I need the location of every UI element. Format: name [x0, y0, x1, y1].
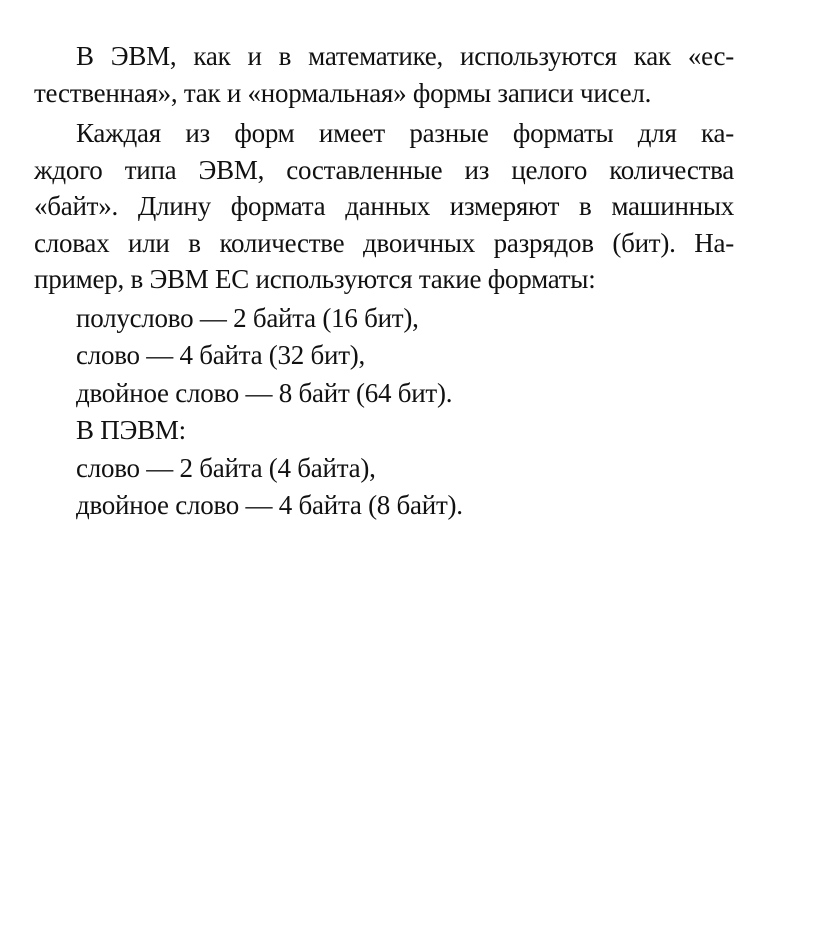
paragraph-2-line-5: пример, в ЭВМ ЕС используются такие форматы: [34, 264, 596, 294]
paragraph-2-line-4: словах или в количестве двоичных разрядов (бит). На- [34, 227, 734, 258]
list-item: слово — 2 байта (4 байта), [76, 452, 376, 483]
text-block [34, 38, 734, 525]
pc-format-list [34, 450, 734, 525]
paragraph-2 [34, 115, 734, 298]
list-item: полуслово — 2 байта (16 бит), [76, 302, 419, 333]
paragraph-1-line-2: тественная», так и «нормальная» формы записи чисел. [34, 77, 652, 108]
list-item: двойное слово — 8 байт (64 бит). [76, 377, 453, 408]
list-item: слово — 4 байта (32 бит), [76, 340, 366, 370]
paragraph-2-line-1: Каждая из форм имеет разные форматы для ка- [76, 118, 734, 148]
paragraph-2-line-2: ждого типа ЭВМ, составленные из целого количества [34, 154, 734, 185]
es-format-list [34, 300, 734, 413]
paragraph-1 [34, 38, 734, 111]
paragraph-1-line-1: В ЭВМ, как и в математике, используются как «ес- [76, 41, 734, 71]
paragraph-2-line-3: «байт». Длину формата данных измеряют в машинных [34, 191, 734, 221]
list-item: двойное слово — 4 байта (8 байт). [76, 490, 463, 520]
pc-heading: В ПЭВМ: [76, 415, 186, 445]
